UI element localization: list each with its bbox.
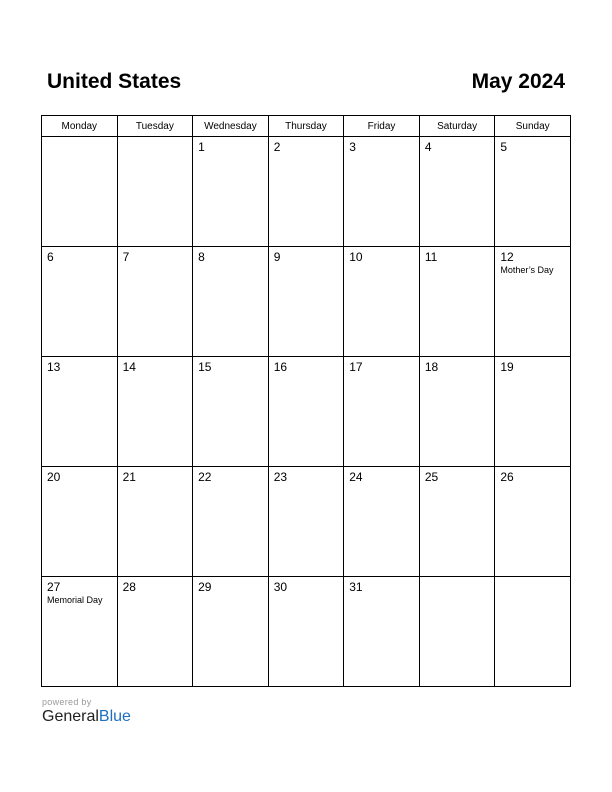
day-number: 3 [349,140,356,154]
brand-blue-text: Blue [98,708,131,725]
week-row [42,247,571,357]
day-number: 22 [198,470,212,484]
day-cell [42,137,118,247]
day-cell [42,357,118,467]
day-cell [344,137,420,247]
day-cell [344,357,420,467]
day-cell [42,467,118,577]
day-cell [268,137,344,247]
week-row [42,137,571,247]
day-number: 20 [47,470,61,484]
day-number: 18 [424,360,439,374]
footer-branding [42,697,131,726]
day-number: 23 [273,470,288,484]
day-number: 7 [122,250,130,264]
day-cell [193,247,269,357]
day-cell [117,137,193,247]
week-row [42,577,571,687]
day-number: 31 [349,580,363,594]
day-cell [193,577,269,687]
day-cell [495,577,571,687]
country-title: United States [47,70,182,93]
day-cell [419,357,495,467]
week-row [42,467,571,577]
holiday-label: Memorial Day [47,595,103,605]
day-number: 17 [349,360,363,374]
weekday-header: Friday [344,116,420,137]
day-number: 29 [198,580,212,594]
day-number: 11 [424,250,438,264]
day-cell [495,137,571,247]
day-number: 26 [500,470,514,484]
day-number: 4 [424,140,432,154]
day-cell [268,467,344,577]
day-number: 12 [500,250,514,264]
day-cell [495,467,571,577]
day-number: 30 [273,580,288,594]
day-cell [117,577,193,687]
day-cell [344,577,420,687]
day-cell [193,357,269,467]
day-number: 16 [273,360,288,374]
day-number: 27 [47,580,61,594]
day-number: 24 [349,470,363,484]
weekday-header: Thursday [268,116,344,137]
day-number: 13 [47,360,61,374]
day-number: 1 [198,140,205,154]
week-row [42,357,571,467]
weekday-header: Wednesday [193,116,269,137]
holiday-label: Mother’s Day [500,265,554,275]
weekday-header: Monday [42,116,118,137]
calendar-grid [41,115,571,687]
day-cell [193,467,269,577]
day-number: 14 [122,360,136,374]
day-number: 25 [424,470,439,484]
day-number: 15 [198,360,212,374]
day-cell [495,357,571,467]
day-cell [419,247,495,357]
day-cell [193,137,269,247]
day-cell [42,247,118,357]
day-number: 5 [500,140,508,154]
month-year-title: May 2024 [471,70,565,93]
day-cell [117,467,193,577]
day-number: 28 [122,580,136,594]
day-cell [117,247,193,357]
day-cell [419,137,495,247]
day-number: 6 [47,250,54,264]
day-cell [495,247,571,357]
day-number: 9 [273,250,281,264]
day-cell [268,247,344,357]
weekday-header-row [42,116,571,137]
weekday-header: Sunday [495,116,571,137]
day-number: 19 [500,360,514,374]
general-blue-logo [42,708,131,726]
day-cell [344,467,420,577]
powered-by-text: powered by [42,697,92,707]
day-number: 2 [273,140,281,154]
day-cell [419,577,495,687]
day-cell [419,467,495,577]
day-cell [268,577,344,687]
day-number: 21 [122,470,136,484]
weekday-header: Tuesday [117,116,193,137]
brand-general-text: General [42,708,99,725]
day-cell [117,357,193,467]
day-number: 8 [198,250,205,264]
day-number: 10 [349,250,363,264]
weekday-header: Saturday [419,116,495,137]
day-cell [42,577,118,687]
day-cell [344,247,420,357]
day-cell [268,357,344,467]
